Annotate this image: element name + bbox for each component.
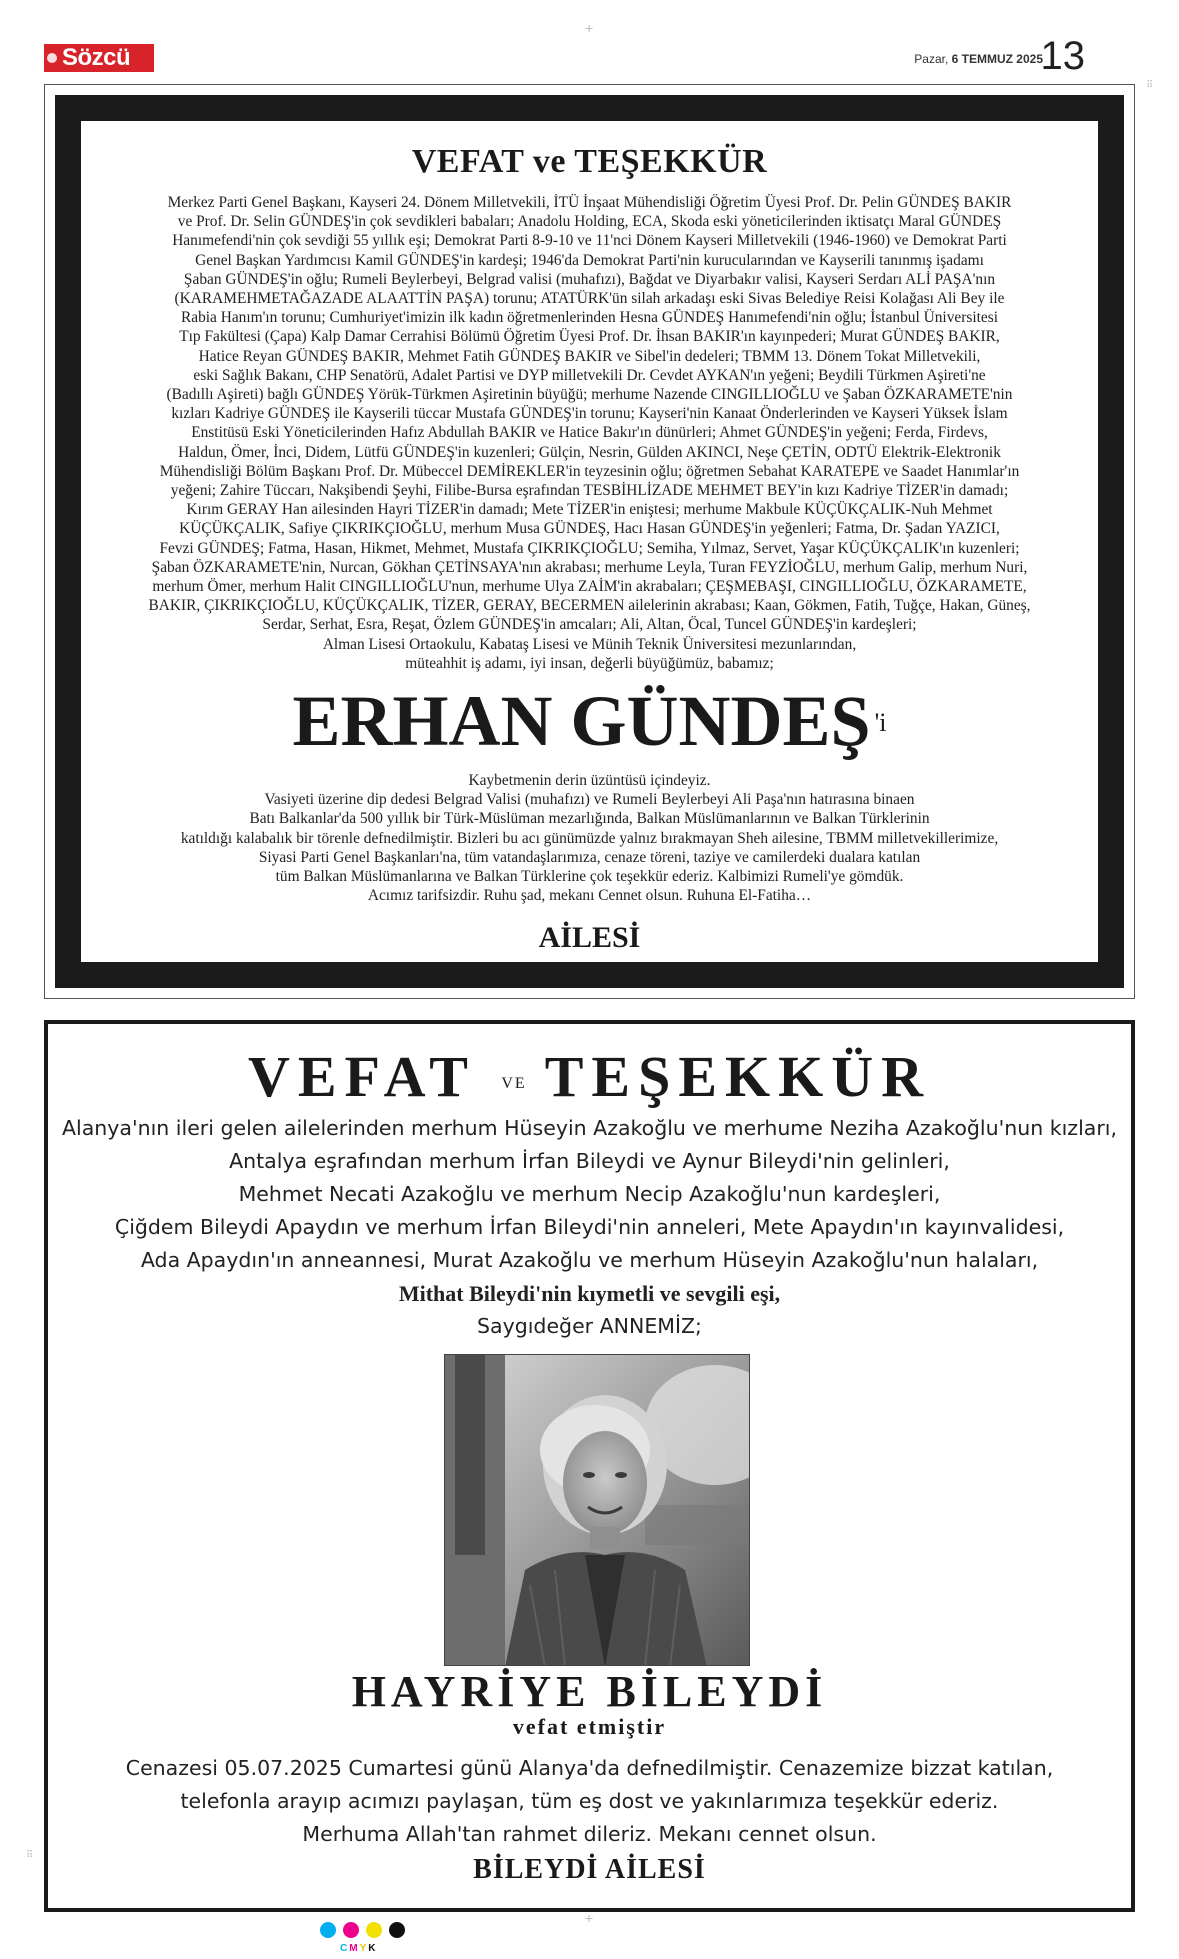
- text-line: müteahhit iş adamı, iyi insan, değerli büyüğümüz, babamız;: [405, 654, 774, 672]
- issue-day: Pazar,: [914, 52, 949, 66]
- text-line: (Badıllı Aşireti) bağlı GÜNDEŞ Yörük-Türkmen Aşiretinin büyüğü; merhume Nazende CINGILLIOĞLU ve Şaban ÖZKARAMETE'nin: [166, 386, 1013, 404]
- color-dot-icon: [320, 1922, 336, 1938]
- ad-body-lines: [48, 1112, 1131, 1277]
- ad-inner-panel: [81, 121, 1098, 962]
- text-line: Merhuma Allah'tan rahmet dileriz. Mekanı cennet olsun.: [302, 1822, 877, 1846]
- deceased-name-text: ERHAN GÜNDEŞ: [292, 681, 871, 761]
- color-dot-icon: [389, 1922, 405, 1938]
- deceased-name: [81, 681, 1098, 763]
- text-line: Batı Balkanlar'da 500 yıllık bir Türk-Müslüman mezarlığında, Balkan Müslümanlarının ve Balkan Türklerinin: [249, 810, 930, 828]
- text-line: Ada Apaydın'ın anneannesi, Murat Azakoğlu ve merhum Hüseyin Azakoğlu'nun halaları,: [140, 1248, 1039, 1272]
- text-line: ve Prof. Dr. Selin GÜNDEŞ'in çok sevdikleri babaları; Anadolu Holding, ECA, Skoda eski yöneticilerinden iktisatçı Maral GÜNDEŞ: [177, 213, 1002, 231]
- text-line: (KARAMEHMETAĞAZADE ALAATTİN PAŞA) torunu; ATATÜRK'ün silah arkadaşı eski Sivas Belediye Reisi Kolağası Ali Bey ile: [174, 290, 1005, 308]
- cmyk-letter: C: [340, 1943, 350, 1954]
- text-line: Alanya'nın ileri gelen ailelerinden merhum Hüseyin Azakoğlu ve merhume Neziha Azakoğlu'nun kızları,: [62, 1116, 1117, 1140]
- respect-line: Saygıdeğer ANNEMİZ;: [477, 1314, 702, 1338]
- text-line: Siyasi Parti Genel Başkanları'na, tüm vatandaşlarımıza, cenaze töreni, taziye ve camilerdeki dualara katılan: [258, 848, 921, 866]
- registration-mark-icon: +: [585, 20, 594, 36]
- ad-black-frame: [55, 95, 1124, 988]
- text-line: eski Sağlık Bakanı, CHP Senatörü, Adalet Partisi ve DYP milletvekili Dr. Cevdet AYKAN'ın yeğeni; Beydili Türkmen Aşireti'ne: [193, 366, 986, 384]
- cmyk-letter: Y: [359, 1943, 369, 1954]
- text-line: Merkez Parti Genel Başkanı, Kayseri 24. Dönem Milletvekili, İTÜ İnşaat Mühendisliği Öğretim Üyesi Prof. Dr. Pelin GÜNDEŞ BAKIR: [167, 194, 1012, 211]
- text-line: Alman Lisesi Ortaokulu, Kabataş Lisesi ve Münih Teknik Üniversitesi mezunlarından,: [322, 635, 857, 653]
- text-line: katıldığı kalabalık bir törenle defnedilmiştir. Bizleri bu acı günümüzde yalnız bırakmayan Sheh ailesine, TBMM milletvekillerimize,: [180, 829, 999, 847]
- ad-title: [48, 1042, 1131, 1119]
- text-line: merhum Ömer, merhum Halit CINGILLIOĞLU'nun, merhume Ulya ZAİM'in akrabaları; ÇEŞMEBAŞI, CINGILLIOĞLU, ÖZKARAMETE,: [152, 578, 1027, 596]
- text-line: Fevzi GÜNDEŞ; Fatma, Hasan, Hikmet, Mehmet, Mustafa ÇIKRIKÇIOĞLU; Semiha, Yılmaz, Servet, Yaşar KÜÇÜKÇALIK'ın kuzenleri;: [159, 539, 1020, 557]
- portrait-photo-icon: [445, 1355, 750, 1666]
- ad-closing-text: [81, 771, 1098, 905]
- cmyk-label: [340, 1943, 377, 1954]
- text-line: Kaybetmenin derin üzüntüsü içindeyiz.: [468, 772, 711, 789]
- text-line: KÜÇÜKÇALIK, Safiye ÇIKRIKÇIOĞLU, merhum Musa GÜNDEŞ, Hacı Hasan GÜNDEŞ'in yeğenleri; Fatma, Dr. Şadan YAZICI,: [179, 520, 1000, 538]
- newspaper-logo: [44, 44, 154, 72]
- ad-signature: AİLESİ: [538, 921, 641, 954]
- cmyk-letter: K: [368, 1943, 378, 1954]
- text-line: Şaban GÜNDEŞ'in oğlu; Rumeli Beylerbeyi, Belgrad valisi (muhafızı), Bağdat ve Diyarbakır valisi, Kayseri Serdarı ALİ PAŞA'nın: [183, 270, 996, 288]
- text-line: yeğeni; Zahire Tüccarı, Nakşibendi Şeyhi, Filibe-Bursa eşrafından TESBİHLİZADE MEHMET BEY'in kızı Kadriye TİZER'in damadı;: [170, 482, 1009, 500]
- ad-body-text: [95, 193, 1084, 673]
- portrait-photo: [444, 1354, 750, 1666]
- ad-signature: BİLEYDİ AİLESİ: [473, 1854, 706, 1885]
- text-line: Vasiyeti üzerine dip dedesi Belgrad Valisi (muhafızı) ve Rumeli Beylerbeyi Ali Paşa'nın hatırasına binaen: [264, 791, 915, 809]
- registration-mark-icon: ⠿: [26, 1850, 34, 1861]
- title-word-vefat: VEFAT: [247, 1044, 475, 1109]
- page-number: 13: [1040, 34, 1085, 78]
- text-line: Serdar, Serhat, Esra, Reşat, Özlem GÜNDEŞ'in amcaları; Ali, Altan, Öcal, Tuncel GÜNDEŞ'in kardeşleri;: [262, 616, 917, 634]
- deceased-subtitle: vefat etmiştir: [512, 1714, 667, 1739]
- obituary-ad-erhan-gundes: [44, 84, 1135, 999]
- cmyk-color-bar: [320, 1922, 412, 1943]
- ad-body-text: [48, 1112, 1131, 1343]
- text-line: Çiğdem Bileydi Apaydın ve merhum İrfan Bileydi'nin anneleri, Mete Apaydın'ın kayınvalidesi,: [114, 1215, 1065, 1239]
- logo-text: Sözcü: [62, 44, 131, 71]
- text-line: Antalya eşrafından merhum İrfan Bileydi ve Aynur Bileydi'nin gelinleri,: [229, 1149, 950, 1173]
- registration-mark-icon: ⠿: [1146, 80, 1154, 91]
- text-line: Mühendisliği Bölüm Başkanı Prof. Dr. Mübeccel DEMİREKLER'in teyzesinin oğlu; öğretmen Sebahat KARATEPE ve Saadet Hanımlar'ın: [159, 462, 1020, 480]
- text-line: Rabia Hanım'ın torunu; Cumhuriyet'imizin ilk kadın öğretmenlerinden Hesna GÜNDEŞ Hanımefendi'nin oğlu; İstanbul Üniversitesi: [180, 309, 999, 327]
- ad-closing-text: [48, 1752, 1131, 1851]
- text-line: Şaban ÖZKARAMETE'nin, Nurcan, Gökhan ÇETİNSAYA'nın akrabası; merhume Leyla, Turan FEYZİOĞLU, merhum Galip, merhum Nuri,: [151, 558, 1028, 576]
- text-line: tüm Balkan Müslümanlarına ve Balkan Türklerine çok teşekkür ederiz. Kalbimizi Rumeli'ye gömdük.: [275, 868, 904, 886]
- obituary-ad-hayriye-bileydi: [44, 1020, 1135, 1912]
- name-suffix: 'i: [874, 708, 887, 737]
- color-dot-icon: [343, 1922, 359, 1938]
- sun-icon: [47, 53, 57, 63]
- spouse-line: Mithat Bileydi'nin kıymetli ve sevgili eşi,: [398, 1281, 781, 1306]
- text-line: Haldun, Ömer, İnci, Didem, Lütfü GÜNDEŞ'in kuzenleri; Gülçin, Nesrin, Gülden AKINCI, Neşe ÇETİN, ODTÜ Elektrik-Elektronik: [178, 443, 1001, 461]
- cmyk-letter: M: [349, 1943, 360, 1954]
- ad-title: VEFAT ve TEŞEKKÜR: [411, 143, 768, 180]
- deceased-name: HAYRİYE BİLEYDİ: [351, 1667, 828, 1716]
- text-line: kızları Kadriye GÜNDEŞ ile Kayserili tüccar Mustafa GÜNDEŞ'in torunu; Kayseri'nin Kanaat Önderlerinden ve Kayseri Yüksek İslam: [171, 405, 1008, 423]
- text-line: Tıp Fakültesi (Çapa) Kalp Damar Cerrahisi Bölümü Öğretim Üyesi Prof. Dr. İhsan BAKIR'ın kayınpederi; Murat GÜNDEŞ BAKIR,: [179, 328, 1000, 346]
- title-word-tesekkur: TEŞEKKÜR: [544, 1044, 932, 1109]
- issue-date-text: 6 TEMMUZ 2025: [951, 52, 1043, 66]
- title-word-ve: VE: [501, 1075, 527, 1092]
- text-line: Mehmet Necati Azakoğlu ve merhum Necip Azakoğlu'nun kardeşleri,: [238, 1182, 941, 1206]
- text-line: Kırım GERAY Han ailesinden Hayri TİZER'in damadı; Mete TİZER'in eniştesi; merhume Makbule KÜÇÜKÇALIK-Nuh Mehmet: [186, 501, 993, 519]
- text-line: Hanımefendi'nin çok sevdiği 55 yıllık eşi; Demokrat Parti 8-9-10 ve 11'nci Dönem Kayseri Milletvekili (1946-1960) ve Demokrat Parti: [172, 232, 1007, 250]
- text-line: Cenazesi 05.07.2025 Cumartesi günü Alanya'da defnedilmiştir. Cenazemize bizzat katılan,: [125, 1756, 1054, 1780]
- text-line: Acımız tarifsizdir. Ruhu şad, mekanı Cennet olsun. Ruhuna El-Fatiha…: [367, 887, 812, 905]
- color-dot-icon: [366, 1922, 382, 1938]
- text-line: telefonla arayıp acımızı paylaşan, tüm eş dost ve yakınlarımıza teşekkür ederiz.: [180, 1789, 999, 1813]
- text-line: Hatice Reyan GÜNDEŞ BAKIR, Mehmet Fatih GÜNDEŞ BAKIR ve Sibel'in dedeleri; TBMM 13. Dönem Tokat Milletvekili,: [198, 347, 981, 365]
- issue-date: [914, 52, 1043, 66]
- registration-mark-icon: +: [585, 1910, 594, 1926]
- text-line: Genel Başkan Yardımcısı Kamil GÜNDEŞ'in kardeşi; 1946'da Demokrat Parti'nin kurucularından ve Kayserili tanınmış işadamı: [195, 251, 984, 269]
- text-line: BAKIR, ÇIKRIKÇIOĞLU, KÜÇÜKÇALIK, TİZER, GERAY, BECERMEN ailelerinin akrabası; Kaan, Gökmen, Fatih, Tuğçe, Hakan, Güneş,: [148, 597, 1031, 615]
- text-line: Enstitüsü Eski Yöneticilerinden Hafız Abdullah BAKIR ve Hatice Bakır'ın dünürleri; Ahmet GÜNDEŞ'in yeğeni; Ferda, Firdevs,: [191, 424, 988, 442]
